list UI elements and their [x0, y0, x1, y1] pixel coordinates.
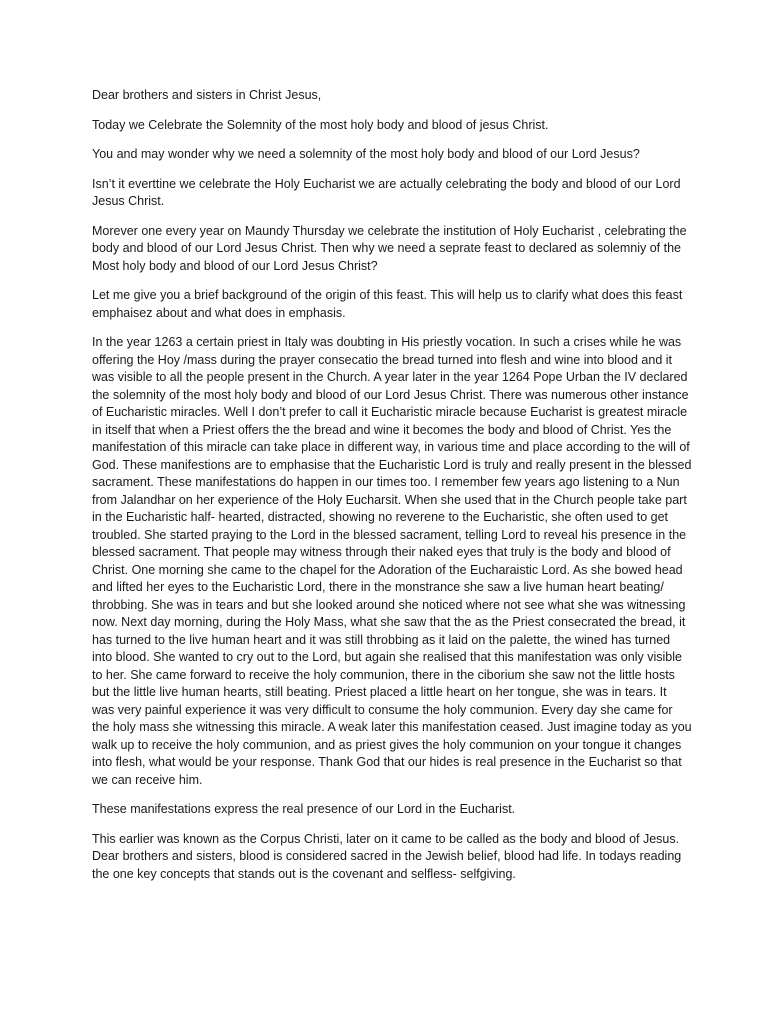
- paragraph-maundy-thursday: Morever one every year on Maundy Thursday we celebrate the institution of Holy Eucharist , celebrating the body and blood of our Lord Jesus Christ. Then why we need a seprate feast to declared as solemniy of the Most holy body and blood of our Lord Jesus Christ?: [92, 223, 687, 273]
- paragraph-question: You and may wonder why we need a solemnity of the most holy body and blood of our Lord Jesus?: [92, 147, 640, 161]
- paragraph-every-time: Isn’t it everttine we celebrate the Holy Eucharist we are actually celebrating the body and blood of our Lord Jesus Christ.: [92, 176, 681, 208]
- paragraph-greeting: Dear brothers and sisters in Christ Jesus,: [92, 88, 322, 102]
- paragraph-real-presence: These manifestations express the real presence of our Lord in the Eucharist.: [92, 802, 516, 816]
- paragraph-celebration: Today we Celebrate the Solemnity of the most holy body and blood of jesus Christ.: [92, 117, 549, 132]
- document-page: [92, 87, 692, 895]
- paragraph-background: Let me give you a brief background of the origin of this feast. This will help us to clarify what does this feast emphaisez about and what does in emphasis.: [92, 288, 683, 320]
- paragraph-history-miracle: In the year 1263 a certain priest in Italy was doubting in His priestly vocation. In such a crises while he was offering the Hoy /mass during the prayer consecatio the bread turned into flesh and wine into blood and it was visible to all the people present in the Church. A year later in the year 1264 Pope Urban the IV declared the solemnity of the most holy body and blood of our Lord Jesus Christ. There was numerous other instance of Eucharistic miracles. Well I don’t prefer to call it Eucharistic miracle because Eucharist is greatest miracle in itself that when a Priest offers the the bread and wine it becomes the body and blood of Christ. Yes the manifestation of this miracle can take place in different way, in various time and place according to the will of God. These manifestions are to emphasise that the Eucharistic Lord is truly and really present in the blessed sacrament. These manifestations do happen in our times too. I remember few years ago listening to a Nun from Jalandhar on her experience of the Holy Eucharsit. When she used that in the Church people take part in the Eucharistic half- hearted, distracted, showing no reverene to the Eucharistic, she often used to get troubled. She started praying to the Lord in the blessed sacrament, telling Lord to reveal his presence in the blessed sacrament. That people may witness through their naked eyes that truly is the body and blood of Christ. One morning she came to the chapel for the Adoration of the Eucharaistic Lord. As she bowed head and lifted her eyes to the Eucharistic Lord, there in the monstrance she saw a live human heart beating/ throbbing. She was in tears and but she looked around she noticed where not see what she was witnessing now. Next day morning, during the Holy Mass, what she saw that the as the Priest consecrated the bread, it has turned to the live human heart and it was still throbbing as it laid on the palette, the wined has turned into blood. She wanted to cry out to the Lord, but again she realised that this manifestation was only visible to her. She came forward to receive the holy communion, there in the ciborium she saw not the little hosts but the little live human hearts, still beating. Priest placed a little heart on her tongue, she was in tears. It was very painful experience it was very difficult to consume the holy communion. Every day she came for the holy mass she witnessing this miracle. A weak later this manifestation ceased. Just imagine today as you walk up to receive the holy communion, and as priest gives the holy communion on your tongue it changes into flesh, what would be your response. Thank God that our hides is real presence in the Eucharist so that we can receive him.: [92, 335, 692, 787]
- paragraph-corpus-christi: This earlier was known as the Corpus Christi, later on it came to be called as the body and blood of Jesus. Dear brothers and sisters, blood is considered sacred in the Jewish belief, blood had life. In todays reading the one key concepts that stands out is the covenant and selfless- selfgiving.: [92, 831, 682, 881]
